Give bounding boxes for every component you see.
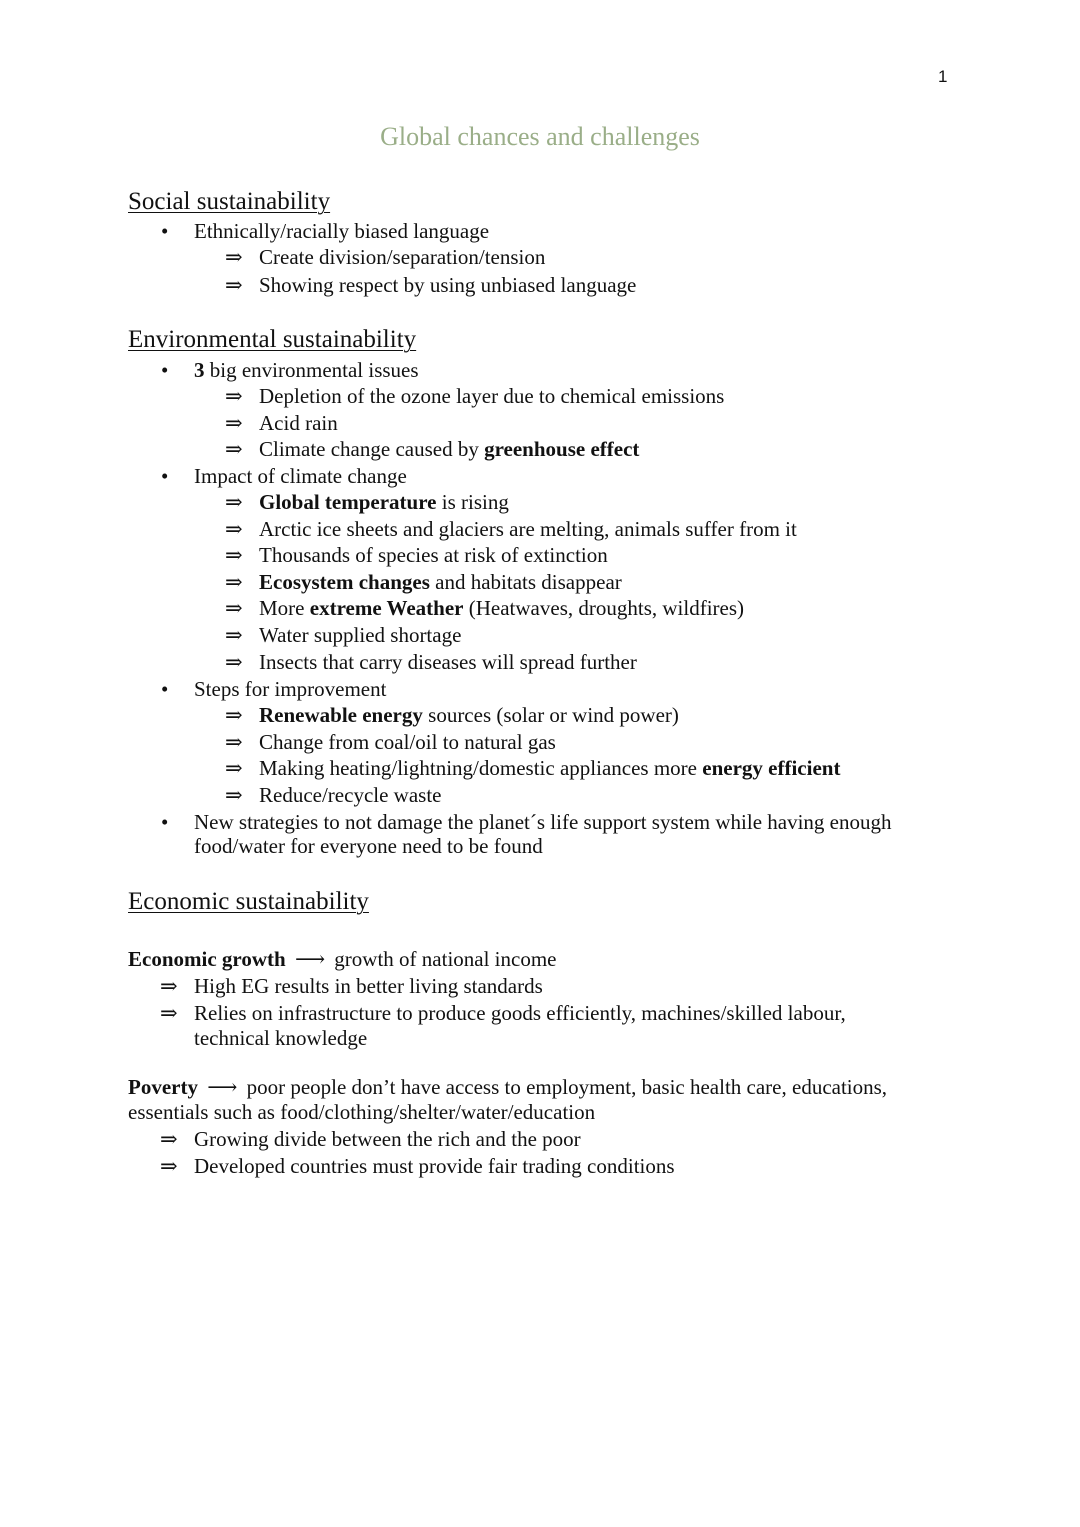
- implies-arrow-icon: ⇒: [225, 411, 243, 435]
- text-segment: Depletion of the ozone layer due to chemical emissions: [259, 384, 725, 408]
- text-segment: technical knowledge: [194, 1026, 368, 1050]
- text-line: [194, 1003, 846, 1024]
- text-segment: Climate change caused by: [259, 437, 485, 461]
- text-segment: Water supplied shortage: [259, 623, 462, 647]
- text-segment: More: [259, 596, 310, 620]
- implies-arrow-icon: ⇒: [225, 273, 243, 297]
- text-line: [259, 413, 338, 434]
- text-line: [194, 360, 419, 381]
- implies-arrow-icon: ⇒: [225, 490, 243, 514]
- implies-arrow-icon: ⇒: [160, 1154, 178, 1178]
- bullet-icon: •: [161, 358, 169, 382]
- text-segment: Change from coal/oil to natural gas: [259, 730, 556, 754]
- text-line: [194, 221, 489, 242]
- text-line: [259, 275, 636, 296]
- text-segment: Developed countries must provide fair trading conditions: [194, 1154, 675, 1178]
- text-line: [259, 625, 461, 646]
- implies-arrow-icon: ⇒: [160, 1127, 178, 1151]
- section-heading: [128, 889, 369, 914]
- bold-text: Global temperature: [259, 490, 437, 514]
- text-segment: Thousands of species at risk of extinction: [259, 543, 608, 567]
- bullet-icon: •: [161, 219, 169, 243]
- implies-arrow-icon: ⇒: [225, 756, 243, 780]
- text-line: [259, 705, 679, 726]
- text-line: [194, 466, 407, 487]
- text-line: [259, 519, 797, 540]
- page-number: 1: [938, 67, 948, 86]
- text-segment: Growing divide between the rich and the poor: [194, 1127, 581, 1151]
- text-segment: sources (solar or wind power): [422, 703, 679, 727]
- section-heading: [128, 327, 416, 352]
- text-line: [194, 976, 543, 997]
- text-segment: High EG results in better living standards: [194, 974, 543, 998]
- text-segment: Steps for improvement: [194, 677, 387, 701]
- text-segment: Acid rain: [259, 411, 338, 435]
- text-line: [194, 1129, 581, 1150]
- text-segment: Insects that carry diseases will spread further: [259, 650, 637, 674]
- text-line: [259, 652, 637, 673]
- implies-arrow-icon: ⇒: [225, 650, 243, 674]
- text-segment: Ethnically/racially biased language: [194, 219, 490, 243]
- implies-arrow-icon: ⇒: [225, 384, 243, 408]
- implies-arrow-icon: ⇒: [225, 245, 243, 269]
- text-line: [194, 1156, 675, 1177]
- bullet-icon: •: [161, 464, 169, 488]
- text-line: [194, 812, 892, 833]
- text-segment: Making heating/lightning/domestic appliances more: [259, 756, 703, 780]
- text-segment: big environmental issues: [204, 358, 419, 382]
- implies-arrow-icon: ⇒: [225, 730, 243, 754]
- text-line: [259, 247, 545, 268]
- bold-text: Economic growth: [128, 947, 286, 971]
- text-segment: Environmental sustainability: [128, 326, 417, 353]
- text-line: [259, 492, 509, 513]
- text-segment: food/water for everyone need to be found: [194, 834, 543, 858]
- text-line: [259, 439, 639, 460]
- implies-arrow-icon: ⇒: [225, 570, 243, 594]
- implies-arrow-icon: ⇒: [225, 517, 243, 541]
- text-line: [128, 1077, 887, 1098]
- text-segment: Relies on infrastructure to produce goods efficiently, machines/skilled labour,: [194, 1001, 846, 1025]
- document-title: Global chances and challenges: [380, 122, 700, 151]
- right-arrow-icon: ⟶: [201, 1075, 243, 1099]
- implies-arrow-icon: ⇒: [225, 437, 243, 461]
- text-segment: Showing respect by using unbiased language: [259, 273, 637, 297]
- right-arrow-icon: ⟶: [289, 947, 331, 971]
- implies-arrow-icon: ⇒: [160, 974, 178, 998]
- text-segment: Social sustainability: [128, 188, 331, 215]
- bold-text: energy efficient: [702, 756, 841, 780]
- text-line: [259, 785, 441, 806]
- text-line: [259, 572, 622, 593]
- implies-arrow-icon: ⇒: [225, 543, 243, 567]
- implies-arrow-icon: ⇒: [225, 783, 243, 807]
- bold-text: extreme Weather: [309, 596, 464, 620]
- text-segment: poor people don’t have access to employment, basic health care, educations,: [246, 1075, 888, 1099]
- implies-arrow-icon: ⇒: [225, 596, 243, 620]
- text-segment: Economic sustainability: [128, 888, 369, 915]
- text-segment: Create division/separation/tension: [259, 245, 546, 269]
- text-segment: Reduce/recycle waste: [259, 783, 442, 807]
- bold-text: Poverty: [128, 1075, 198, 1099]
- text-segment: growth of national income: [334, 947, 557, 971]
- text-line: [259, 386, 724, 407]
- bullet-icon: •: [161, 810, 169, 834]
- text-line: [128, 949, 557, 970]
- text-segment: and habitats disappear: [429, 570, 622, 594]
- text-segment: Arctic ice sheets and glaciers are melting, animals suffer from it: [259, 517, 797, 541]
- section-heading: [128, 189, 330, 214]
- text-segment: (Heatwaves, droughts, wildfires): [463, 596, 745, 620]
- text-segment: New strategies to not damage the planet´s life support system while having enough: [194, 810, 892, 834]
- text-line: [259, 545, 608, 566]
- text-line: [194, 836, 543, 857]
- bullet-icon: •: [161, 677, 169, 701]
- text-line: [259, 732, 556, 753]
- bold-text: greenhouse effect: [484, 437, 640, 461]
- text-line: [194, 679, 386, 700]
- text-segment: Impact of climate change: [194, 464, 407, 488]
- implies-arrow-icon: ⇒: [225, 703, 243, 727]
- text-line: [194, 1028, 367, 1049]
- bold-text: Ecosystem changes: [259, 570, 430, 594]
- text-line: [128, 1102, 595, 1123]
- bold-text: Renewable energy: [259, 703, 423, 727]
- text-line: [259, 598, 744, 619]
- text-line: [259, 758, 840, 779]
- implies-arrow-icon: ⇒: [225, 623, 243, 647]
- text-segment: is rising: [436, 490, 509, 514]
- bold-text: 3: [194, 358, 205, 382]
- implies-arrow-icon: ⇒: [160, 1001, 178, 1025]
- text-segment: essentials such as food/clothing/shelter/water/education: [128, 1100, 596, 1124]
